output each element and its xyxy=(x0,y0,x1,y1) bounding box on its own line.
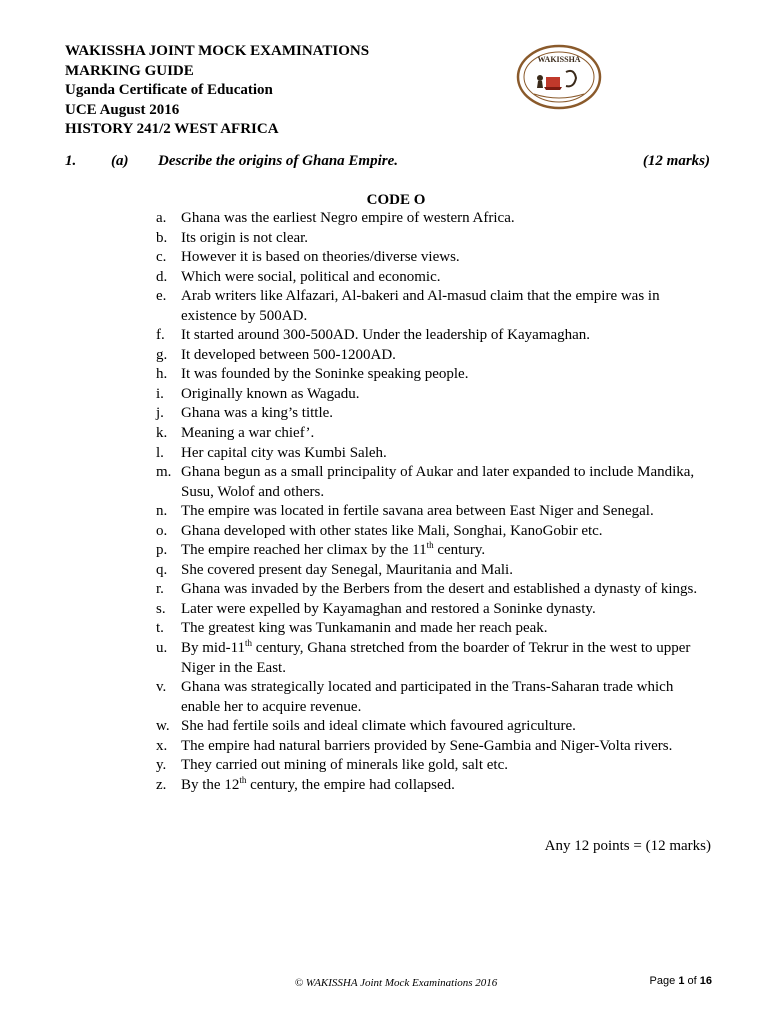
answer-letter: n. xyxy=(156,503,168,520)
answer-item xyxy=(150,619,715,639)
answer-text: Ghana begun as a small principality of Aukar and later expanded to include Mandika, Susu, Wolof and others. xyxy=(181,464,695,500)
answer-letter: g. xyxy=(156,346,168,363)
answer-text: They carried out mining of minerals like gold, salt etc. xyxy=(181,757,508,774)
header-exam-title: WAKISSHA JOINT MOCK EXAMINATIONS xyxy=(65,43,370,59)
answer-letter: y. xyxy=(156,757,167,774)
answer-item xyxy=(150,424,715,444)
answer-letter: s. xyxy=(156,600,166,617)
answer-letter: d. xyxy=(156,268,168,285)
total-marks-note: Any 12 points = (12 marks) xyxy=(544,838,711,854)
answer-item xyxy=(150,502,715,522)
answer-text: However it is based on theories/diverse views. xyxy=(181,249,460,266)
answer-item xyxy=(150,248,715,268)
answer-letter: v. xyxy=(156,679,167,696)
answer-item xyxy=(150,209,715,229)
question-number: 1. xyxy=(65,153,77,169)
answer-superscript: th xyxy=(426,540,434,551)
answer-text: The empire had natural barriers provided by Sene-Gambia and Niger-Volta rivers. xyxy=(181,737,673,754)
footer-copyright: © WAKISSHA Joint Mock Examinations 2016 xyxy=(294,977,498,989)
answer-letter: e. xyxy=(156,288,167,305)
answer-text: Later were expelled by Kayamaghan and restored a Soninke dynasty. xyxy=(181,600,596,617)
answer-text-cont: century. xyxy=(433,542,486,559)
answer-item xyxy=(150,678,715,717)
answer-item xyxy=(150,600,715,620)
header-session: UCE August 2016 xyxy=(65,101,180,118)
answer-item xyxy=(150,580,715,600)
answer-text: The greatest king was Tunkamanin and made her reach peak. xyxy=(181,620,548,637)
answer-text: Ghana was strategically located and participated in the Trans-Saharan trade which enable her to acquire revenue. xyxy=(181,679,674,715)
answer-letter: k. xyxy=(156,425,168,442)
answer-letter: a. xyxy=(156,210,167,226)
answer-item xyxy=(150,541,715,561)
answer-item xyxy=(150,444,715,464)
answer-text: Ghana was a king’s tittle. xyxy=(181,405,334,422)
answer-text: Her capital city was Kumbi Saleh. xyxy=(181,444,387,461)
answer-letter: j. xyxy=(156,405,164,422)
answer-text-cont: century, Ghana stretched from the boarder of Tekrur in the west to upper Niger in the East. xyxy=(181,640,691,676)
answer-superscript: th xyxy=(239,774,247,785)
answer-item xyxy=(150,287,715,326)
answer-letter: c. xyxy=(156,249,167,266)
document-header xyxy=(65,42,369,140)
question-marks: (12 marks) xyxy=(642,153,710,169)
answer-text: Meaning a war chief’. xyxy=(181,425,315,442)
answer-text: The empire was located in fertile savana area between East Niger and Senegal. xyxy=(181,503,654,520)
answer-letter: z. xyxy=(156,776,167,793)
answer-item xyxy=(150,365,715,385)
answer-item xyxy=(150,522,715,542)
svg-text:WAKISSHA: WAKISSHA xyxy=(537,55,581,64)
answer-text: By mid-11 xyxy=(181,640,246,657)
answer-letter: t. xyxy=(156,620,164,637)
answer-item xyxy=(150,561,715,581)
answer-item xyxy=(150,756,715,776)
answer-letter: u. xyxy=(156,640,168,657)
answer-text: The empire reached her climax by the 11 xyxy=(181,542,427,559)
answer-letter: i. xyxy=(156,385,164,402)
header-certificate: Uganda Certificate of Education xyxy=(65,82,273,99)
answer-text: Originally known as Wagadu. xyxy=(181,385,360,402)
answer-text: Arab writers like Alfazari, Al-bakeri and Al-masud claim that the empire was in existence by 500AD. xyxy=(181,288,660,324)
page-current: 1 xyxy=(678,975,685,987)
answer-letter: q. xyxy=(156,561,168,578)
question-text: Describe the origins of Ghana Empire. xyxy=(158,153,399,169)
page-word: Page xyxy=(649,975,676,987)
answer-item xyxy=(150,268,715,288)
answer-letter: p. xyxy=(156,542,168,559)
answer-letter: r. xyxy=(156,581,164,598)
answer-item xyxy=(150,326,715,346)
wakissha-logo-icon xyxy=(516,44,602,110)
answer-item xyxy=(150,717,715,737)
answer-text-cont: century, the empire had collapsed. xyxy=(246,776,455,793)
answer-letter: x. xyxy=(156,737,168,754)
answer-text: Its origin is not clear. xyxy=(181,229,309,246)
answer-list xyxy=(150,209,715,795)
answer-text: She covered present day Senegal, Mauritania and Mali. xyxy=(181,561,513,578)
answer-text: It started around 300-500AD. Under the leadership of Kayamaghan. xyxy=(181,327,591,344)
question-part: (a) xyxy=(111,153,129,169)
header-subject: HISTORY 241/2 WEST AFRICA xyxy=(65,121,279,138)
footer-page-number xyxy=(650,974,712,988)
answer-text: It was founded by the Soninke speaking people. xyxy=(181,366,469,383)
answer-item xyxy=(150,346,715,366)
answer-item xyxy=(150,404,715,424)
code-heading: CODE O xyxy=(366,192,426,208)
answer-item xyxy=(150,737,715,757)
answer-letter: l. xyxy=(156,444,164,461)
answer-text: She had fertile soils and ideal climate which favoured agriculture. xyxy=(181,718,576,735)
page-total: 16 xyxy=(699,975,712,987)
answer-letter: h. xyxy=(156,366,168,383)
answer-letter: f. xyxy=(156,327,165,344)
answer-text: Ghana was the earliest Negro empire of western Africa. xyxy=(181,210,515,226)
answer-text: Ghana developed with other states like Mali, Songhai, KanoGobir etc. xyxy=(181,522,603,539)
of-word: of xyxy=(687,975,697,987)
answer-item xyxy=(150,776,715,796)
answer-text: It developed between 500-1200AD. xyxy=(181,346,396,363)
answer-superscript: th xyxy=(245,638,253,649)
answer-item xyxy=(150,639,715,678)
answer-letter: m. xyxy=(156,464,172,481)
answer-text: By the 12 xyxy=(181,776,240,793)
answer-item xyxy=(150,229,715,249)
header-guide-title: MARKING GUIDE xyxy=(65,62,194,79)
answer-letter: b. xyxy=(156,229,168,246)
answer-item xyxy=(150,463,715,502)
answer-letter: o. xyxy=(156,522,168,539)
answer-letter: w. xyxy=(156,718,170,735)
answer-item xyxy=(150,385,715,405)
answer-text: Ghana was invaded by the Berbers from the desert and established a dynasty of kings. xyxy=(181,581,698,598)
answer-text: Which were social, political and economic. xyxy=(181,268,441,285)
